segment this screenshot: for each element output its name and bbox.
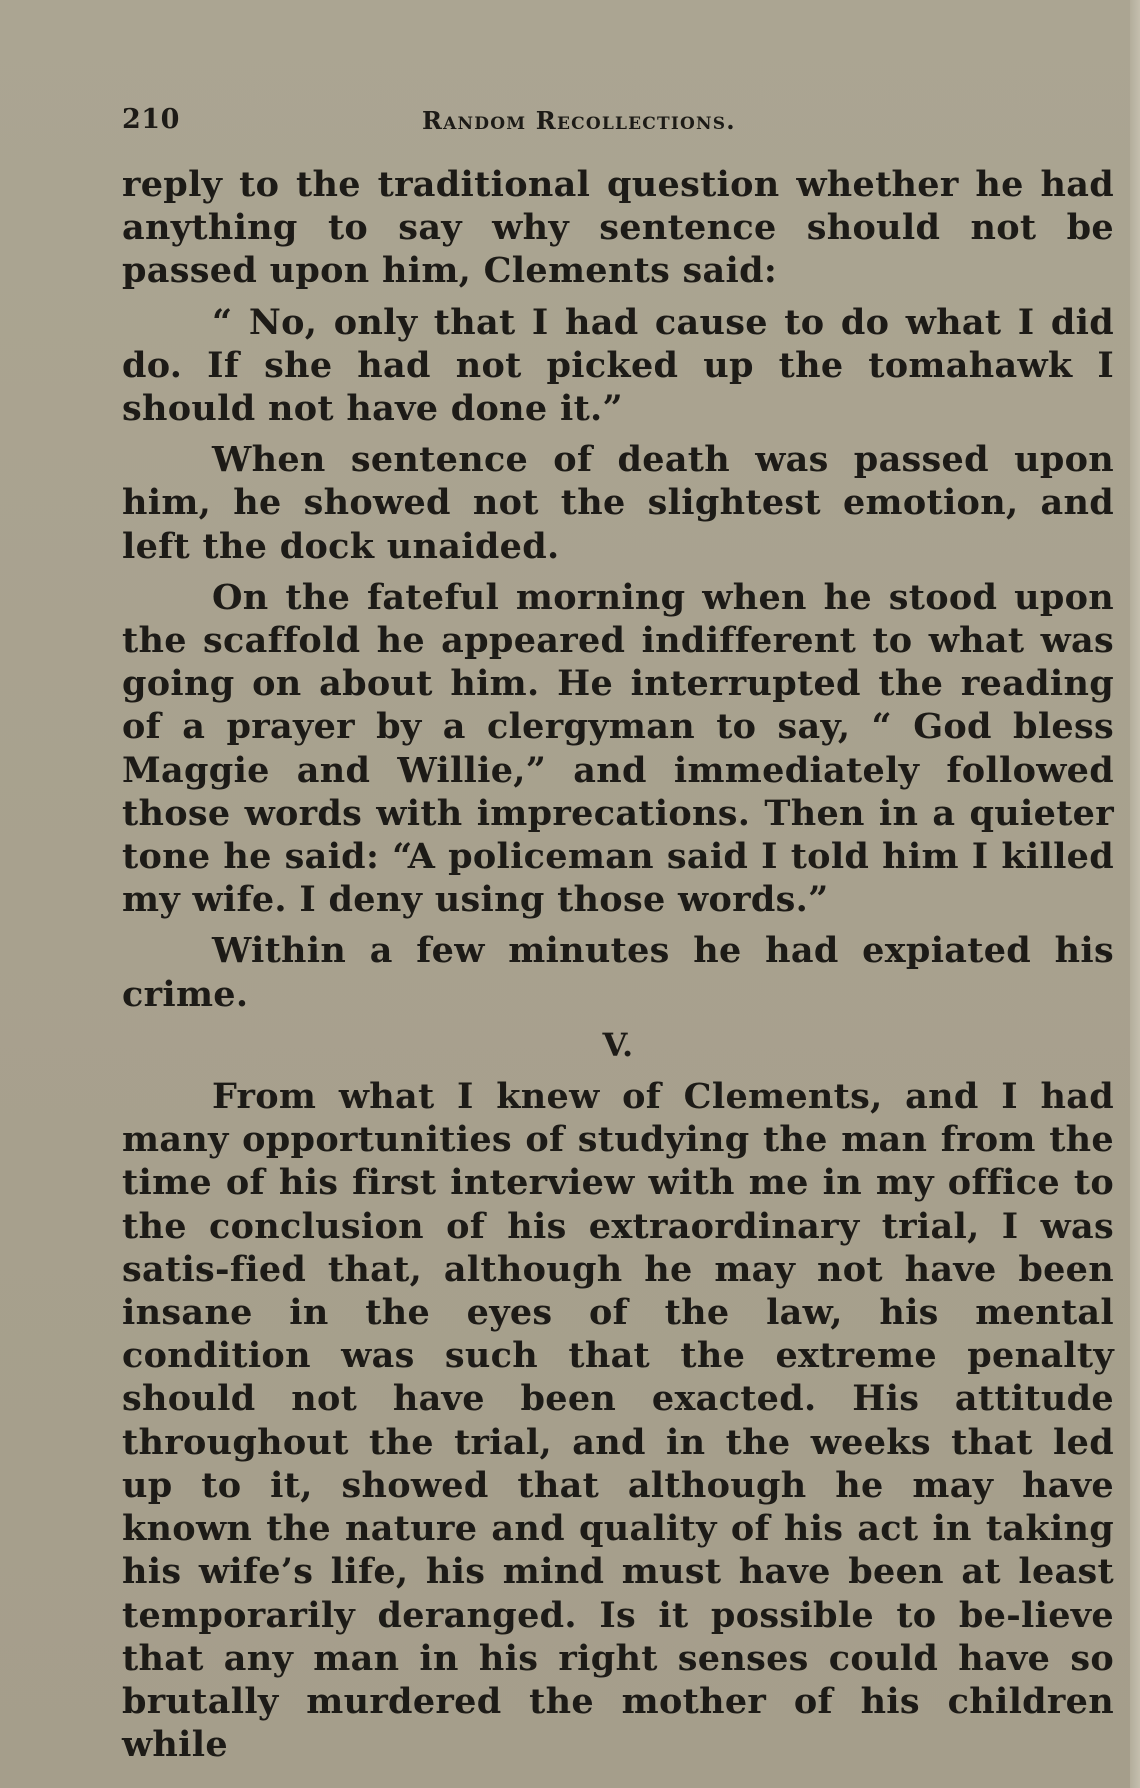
page-number: 210 <box>122 104 180 135</box>
paragraph-sentence: When sentence of death was passed upon him, he showed not the slightest emotion, and left the dock unaided. <box>122 439 1114 567</box>
paragraph-expiated: Within a few minutes he had expiated his crime. <box>122 930 1114 1015</box>
body-text <box>122 163 1114 1766</box>
page-edge <box>1130 0 1140 1788</box>
paragraph-section-five: From what I knew of Clements, and I had many opportunities of studying the man from the time of his first interview with me in my office to the conclusion of his extraordinary trial, I was satis-fied that, although he may not have been insane in the eyes of the law, his mental condition was such that the extreme penalty should not have been exacted. His attitude throughout the trial, and in the weeks that led up to it, showed that although he may have known the nature and quality of his act in taking his wife’s life, his mind must have been at least temporarily deranged. Is it possible to be-lieve that any man in his right senses could have so brutally murdered the mother of his children while <box>122 1076 1114 1766</box>
paragraph-quote: “ No, only that I had cause to do what I did do. If she had not picked up the tomahawk I should not have done it.” <box>122 301 1114 430</box>
running-head: Random Recollections. <box>422 106 736 135</box>
section-heading: V. <box>602 1025 634 1064</box>
paragraph-continued: reply to the traditional question whether he had anything to say why sentence should not be passed upon him, Clements said: <box>122 164 1114 292</box>
paragraph-scaffold: On the fateful morning when he stood upon the scaffold he appeared indifferent to what was going on about him. He interrupted the reading of a prayer by a clergyman to say, “ God bless Maggie and Willie,” and immediately followed those words with imprecations. Then in a quieter tone he said: “A policeman said I told him I killed my wife. I deny using those words.” <box>122 576 1114 921</box>
page-header <box>122 100 1112 140</box>
